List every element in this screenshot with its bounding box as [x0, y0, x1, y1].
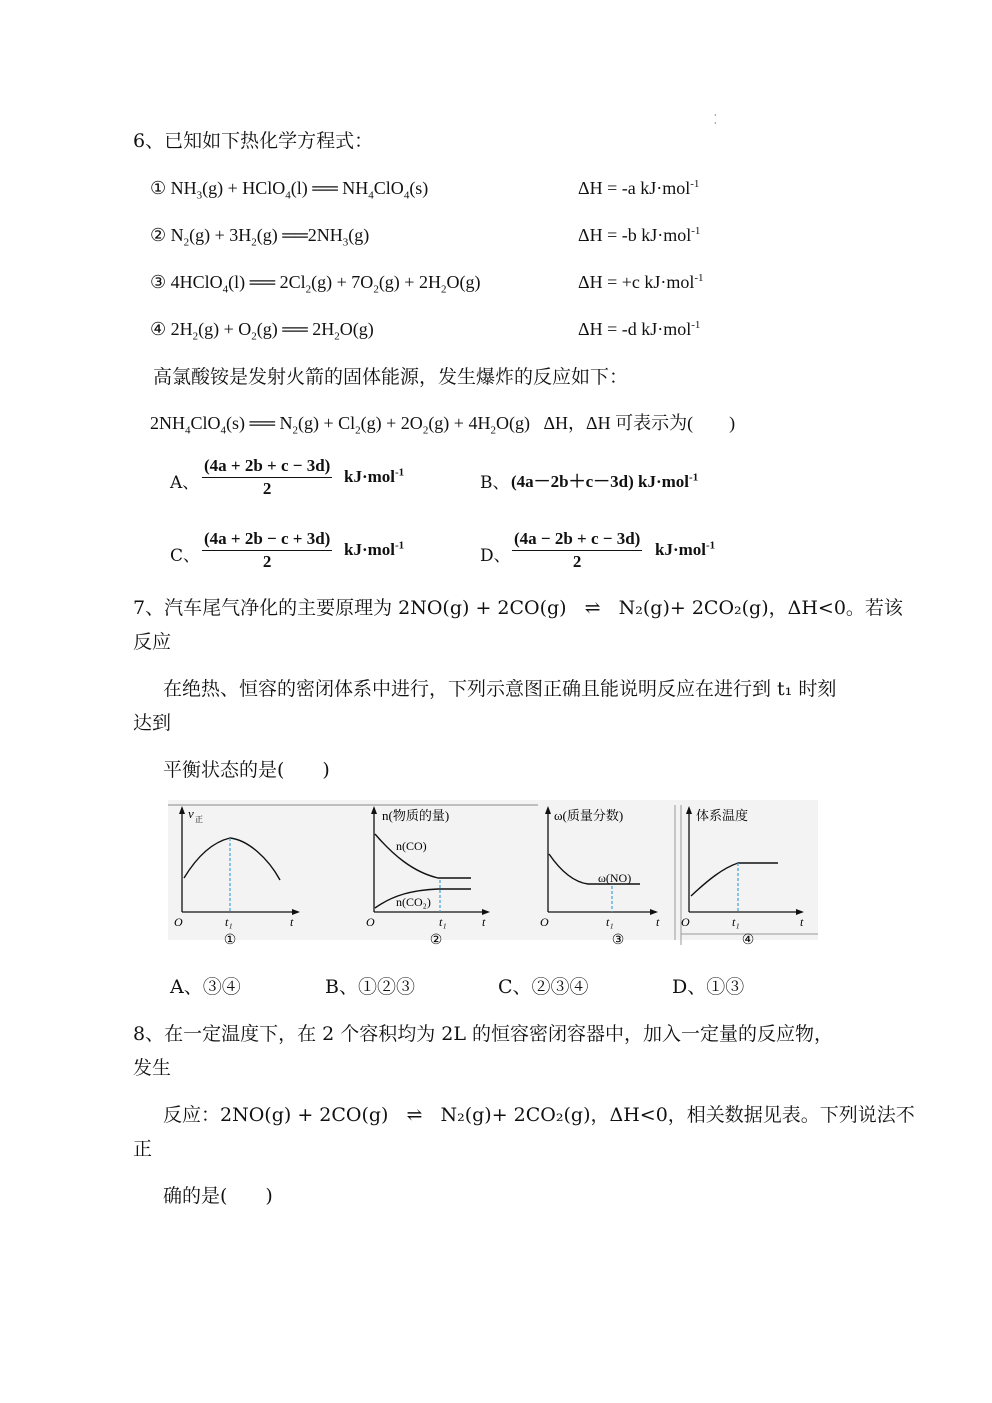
- q7-option-d[interactable]: D、①③: [672, 976, 745, 998]
- q6-dh-3: [578, 270, 704, 294]
- q6-equation-4: ④ $2H_2(g) + O_2(g)$ ══ $2H_2O(g)$: [150, 319, 374, 343]
- q6-target-equation: $2NH_4ClO_4(s)$ ══ $N_2(g) + Cl_2(g) + 2O_2(g) + 4H_2O(g)$ ΔH，ΔH 可表示为( ): [150, 413, 736, 437]
- unit-text: kJ·mol: [344, 540, 396, 559]
- option-a-label[interactable]: A、: [170, 473, 200, 493]
- option-d-unit: [655, 540, 715, 560]
- origin-label: O: [174, 915, 183, 929]
- q8-line2: 发生: [133, 1057, 172, 1079]
- denominator: 2: [262, 479, 272, 498]
- q8-line5: 确的是( ): [163, 1185, 273, 1207]
- q7-line4: 达到: [133, 712, 172, 734]
- margin-mark: · ·: [714, 111, 717, 128]
- q6-equation-1: ① $NH_3(g)$ + HClO$_4$(l) ══ $NH_4ClO_4(s)$: [150, 178, 429, 202]
- q8-line3-tail: N₂(g)+ 2CO₂(g)，ΔH<0，相关数据见表。下列说法不: [440, 1104, 915, 1126]
- y-label: n(物质的量): [382, 808, 450, 823]
- option-b-label[interactable]: B、: [480, 473, 510, 493]
- origin-label: O: [366, 915, 375, 929]
- q7-line1: [133, 596, 903, 620]
- curve-co2-label: n(CO₂): [396, 895, 431, 909]
- exponent: -1: [395, 466, 405, 479]
- figure-number: ③: [611, 933, 625, 948]
- q7-figures: [168, 800, 868, 960]
- q6-question-tail: ΔH，ΔH 可表示为( ): [543, 413, 736, 433]
- option-b-expr: [511, 467, 698, 492]
- y-label: ω(质量分数): [554, 808, 624, 823]
- q7-line1-text: 7、汽车尾气净化的主要原理为 2NO(g) + 2CO(g): [133, 597, 567, 619]
- origin-label: O: [681, 915, 690, 929]
- eq-number: ②: [150, 225, 167, 245]
- denominator: 2: [572, 552, 582, 571]
- q7-line5: 平衡状态的是( ): [163, 759, 330, 781]
- option-c-unit: [344, 540, 404, 560]
- exponent: -1: [706, 539, 716, 552]
- q6-dh-4: [578, 317, 700, 341]
- q6-stem: 6、已知如下热化学方程式：: [133, 130, 374, 152]
- curve-co-label: n(CO): [396, 839, 427, 853]
- y-label-sub: 正: [195, 815, 203, 824]
- delta-h: ΔH = -a kJ·mol: [578, 178, 691, 198]
- eq-number: ①: [150, 178, 167, 198]
- t-label: t: [290, 915, 294, 929]
- curve-no-label: ω(NO): [598, 871, 632, 885]
- option-c-fraction: [202, 528, 332, 573]
- q6-equation-2: ② $N_2(g) + 3H_2(g)$ $══2NH_3(g)$: [150, 225, 370, 249]
- option-d-label[interactable]: D、: [480, 546, 511, 566]
- eq-number: ③: [150, 272, 167, 292]
- t-label: t: [482, 915, 486, 929]
- y-label: 体系温度: [696, 808, 749, 823]
- delta-h: ΔH = -b kJ·mol: [578, 225, 692, 245]
- numerator: (4a − 2b + c − 3d): [512, 528, 642, 551]
- exponent: -1: [690, 178, 700, 190]
- t1-label: t₁: [606, 915, 614, 929]
- exponent: -1: [689, 471, 699, 484]
- figure-number: ①: [223, 933, 237, 948]
- origin-label: O: [540, 915, 549, 929]
- numerator: (4a + 2b + c − 3d): [202, 455, 332, 478]
- unit-text: kJ·mol: [344, 467, 396, 486]
- q6-dh-1: [578, 176, 699, 200]
- t-label: t: [800, 915, 804, 929]
- option-d-fraction: [512, 528, 642, 573]
- exponent: -1: [694, 272, 704, 284]
- q7-line1-tail: N₂(g)+ 2CO₂(g)，ΔH<0。若该: [618, 597, 903, 619]
- figure-number: ②: [429, 933, 443, 948]
- equilibrium-arrow-icon: ⇌: [406, 1104, 423, 1126]
- q6-dh-2: [578, 223, 700, 247]
- q8-line3: [163, 1103, 915, 1127]
- q8-line1: 8、在一定温度下，在 2 个容积均为 2L 的恒容密闭容器中，加入一定量的反应物，: [133, 1023, 834, 1045]
- figure-number: ④: [741, 933, 755, 948]
- q7-option-c[interactable]: C、②③④: [498, 976, 589, 998]
- delta-h: ΔH = +c kJ·mol: [578, 272, 695, 292]
- y-label: v: [188, 806, 194, 821]
- t-label: t: [656, 915, 660, 929]
- expr-text: (4a－2b＋c－3d) kJ·mol: [511, 472, 690, 491]
- q7-line3: 在绝热、恒容的密闭体系中进行，下列示意图正确且能说明反应在进行到 t₁ 时刻: [163, 678, 837, 700]
- numerator: (4a + 2b − c + 3d): [202, 528, 332, 551]
- q8-line3-text: 反应：2NO(g) + 2CO(g): [163, 1104, 389, 1126]
- delta-h: ΔH = -d kJ·mol: [578, 319, 692, 339]
- exponent: -1: [691, 319, 701, 331]
- q8-line4: 正: [133, 1138, 153, 1160]
- exponent: -1: [395, 539, 405, 552]
- unit-text: kJ·mol: [655, 540, 707, 559]
- t1-label: t₁: [439, 915, 447, 929]
- exponent: -1: [691, 225, 701, 237]
- q6-intro: 高氯酸铵是发射火箭的固体能源，发生爆炸的反应如下：: [153, 366, 629, 388]
- equilibrium-arrow-icon: ⇌: [584, 597, 601, 619]
- eq-number: ④: [150, 319, 167, 339]
- option-a-fraction: [202, 455, 332, 500]
- q7-option-a[interactable]: A、③④: [170, 976, 241, 998]
- t1-label: t₁: [225, 915, 233, 929]
- option-c-label[interactable]: C、: [170, 546, 201, 566]
- q7-line2: 反应: [133, 631, 172, 653]
- denominator: 2: [262, 552, 272, 571]
- option-a-unit: [344, 467, 404, 487]
- q7-option-b[interactable]: B、①②③: [325, 976, 415, 998]
- t1-label: t₁: [732, 915, 740, 929]
- q6-equation-3: ③ 4HClO$_4$(l) ══ $2Cl_2(g) + 7O_2(g) + 2H_2O(g)$: [150, 272, 481, 296]
